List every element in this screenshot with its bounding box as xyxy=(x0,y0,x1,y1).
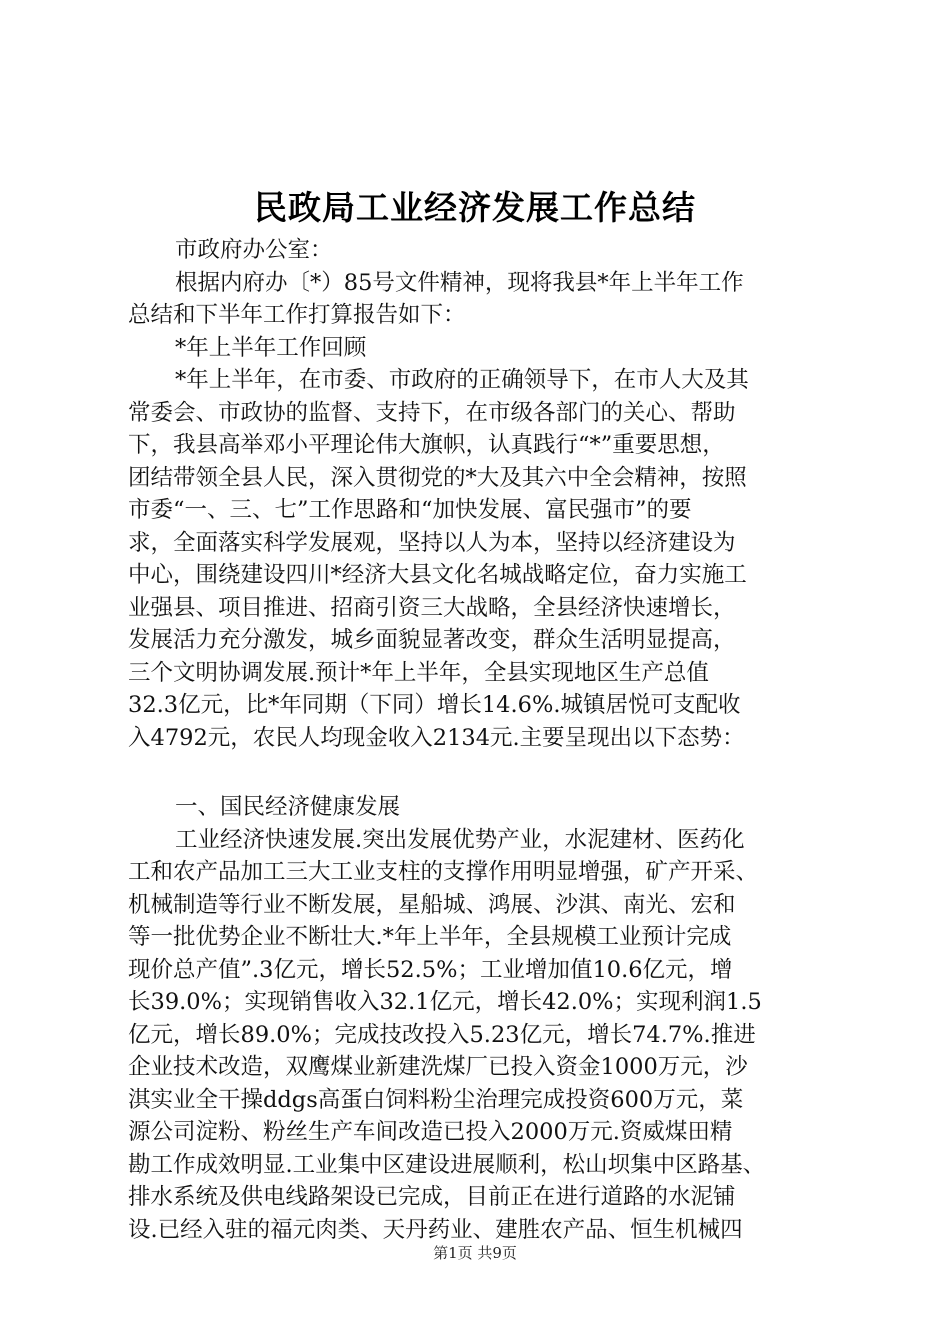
paragraph-line: 设.已经入驻的福元肉类、天丹药业、建胜农产品、恒生机械四 xyxy=(128,1216,743,1243)
paragraph-line: 淇实业全干操ddgs高蛋白饲料粉尘治理完成投资600万元，菜 xyxy=(128,1086,744,1113)
salutation-line: 市政府办公室： xyxy=(175,237,333,263)
paragraph-spacer xyxy=(128,754,838,791)
paragraph-line: 市委“一、三、七”工作思路和“加快发展、富民强市”的要 xyxy=(128,497,692,523)
paragraph-line: 长39.0%；实现销售收入32.1亿元，增长42.0%；实现利润1.5 xyxy=(128,989,762,1015)
paragraph-line: 业强县、项目推进、招商引资三大战略，全县经济快速增长， xyxy=(128,594,736,621)
paragraph-line: 总结和下半年工作打算报告如下： xyxy=(128,302,466,328)
paragraph-line: 机械制造等行业不断发展，星船城、鸿展、沙淇、南光、宏和 xyxy=(128,891,736,918)
paragraph-line: 中心，围绕建设四川*经济大县文化名城战略定位，奋力实施工 xyxy=(128,562,747,588)
paragraph-line: 等一批优势企业不断壮大.*年上半年，全县规模工业预计完成 xyxy=(128,924,732,950)
paragraph-line: *年上半年，在市委、市政府的正确领导下，在市人大及其 xyxy=(175,367,749,393)
paragraph-line: 三个文明协调发展.预计*年上半年，全县实现地区生产总值 xyxy=(128,659,709,686)
paragraph-line: 源公司淀粉、粉丝生产车间改造已投入2000万元.资威煤田精 xyxy=(128,1119,733,1145)
paragraph-line: 入4792元，农民人均现金收入2134元.主要呈现出以下态势： xyxy=(128,724,745,751)
paragraph-line: 下，我县高举邓小平理论伟大旗帜，认真践行“*”重要思想， xyxy=(128,432,725,458)
document-body xyxy=(128,234,838,1246)
paragraph-line: 团结带领全县人民，深入贯彻党的*大及其六中全会精神，按照 xyxy=(128,464,747,491)
paragraph-line: 工业经济快速发展.突出发展优势产业，水泥建材、医药化 xyxy=(175,826,745,853)
paragraph-line: 亿元，增长89.0%；完成技改投入5.23亿元，增长74.7%.推进 xyxy=(128,1021,756,1048)
paragraph-line: 求，全面落实科学发展观，坚持以人为本，坚持以经济建设为 xyxy=(128,529,736,556)
paragraph-line: 根据内府办〔*）85号文件精神，现将我县*年上半年工作 xyxy=(175,269,744,296)
document-title: 民政局工业经济发展工作总结 xyxy=(254,188,696,227)
page-number-footer: 第1页 共9页 xyxy=(433,1244,517,1262)
paragraph-line: 32.3亿元，比*年同期（下同）增长14.6%.城镇居悦可支配收 xyxy=(128,692,741,718)
paragraph-line: 企业技术改造，双鹰煤业新建洗煤厂已投入资金1000万元，沙 xyxy=(128,1054,748,1080)
section-heading-line: 一、国民经济健康发展 xyxy=(175,794,401,820)
paragraph-line: 现价总产值”.3亿元，增长52.5%；工业增加值10.6亿元，增 xyxy=(128,956,733,983)
section-heading-line: *年上半年工作回顾 xyxy=(175,334,367,361)
paragraph-line: 常委会、市政协的监督、支持下，在市级各部门的关心、帮助 xyxy=(128,399,736,426)
paragraph-line: 勘工作成效明显.工业集中区建设进展顺利，松山坝集中区路基、 xyxy=(128,1151,766,1178)
paragraph-line: 排水系统及供电线路架设已完成，目前正在进行道路的水泥铺 xyxy=(128,1184,736,1210)
paragraph-line: 发展活力充分激发，城乡面貌显著改变，群众生活明显提高， xyxy=(128,627,736,653)
paragraph-line: 工和农产品加工三大工业支柱的支撑作用明显增强，矿产开采、 xyxy=(128,859,759,885)
